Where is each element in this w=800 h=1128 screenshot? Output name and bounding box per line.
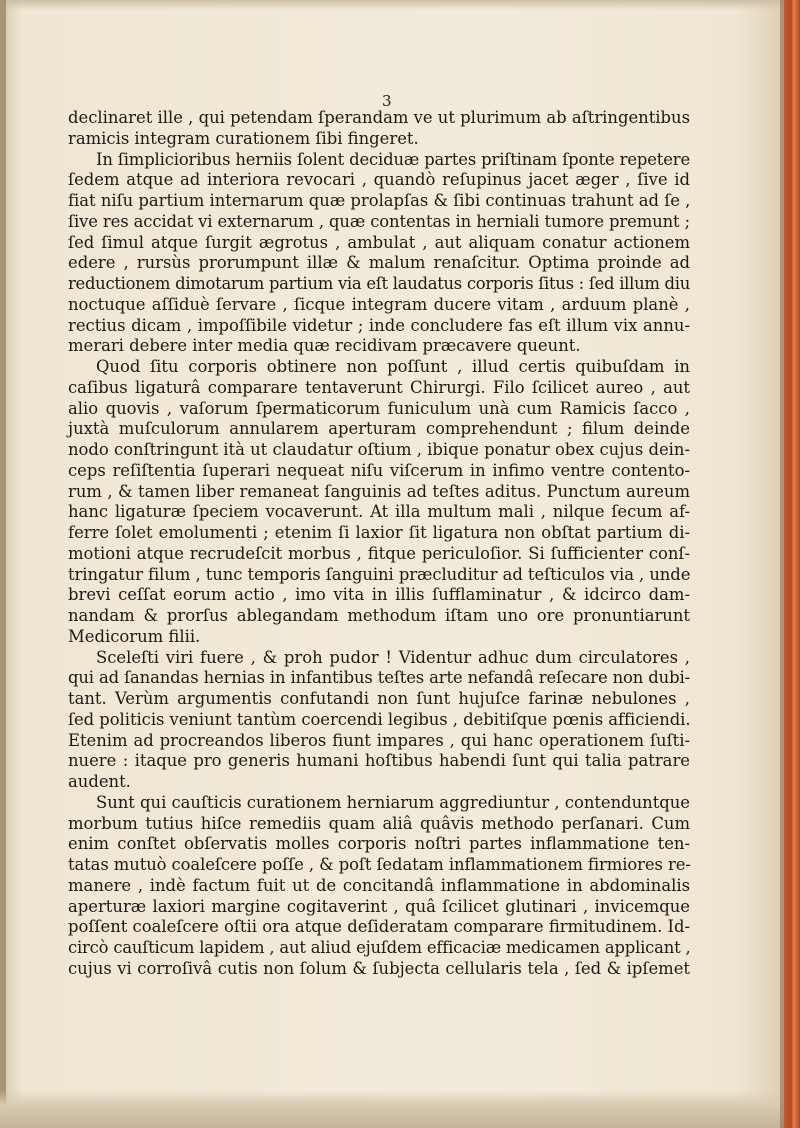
- text-line: ſedem atque ad interiora revocari , quandò reſupinus jacet æger , ſive id: [68, 170, 690, 190]
- text-line: edere , rursùs prorumpunt illæ & malum renaſcitur. Optima proinde ad: [68, 253, 690, 273]
- text-line: rectius dicam , impoſſibile videtur ; inde concludere fas eſt illum vix annu-: [68, 315, 690, 335]
- text-line: cujus vi corroſivâ cutis non ſolum & ſubjecta cellularis tela , ſed & ipſemet: [68, 958, 690, 978]
- text-line: tatas mutuò coaleſcere poſſe , & poſt ſedatam inflammationem firmiores re-: [68, 855, 691, 874]
- text-line: Sunt qui cauſticis curationem herniarum aggrediuntur , contenduntque: [96, 792, 690, 812]
- top-shadow: [0, 0, 800, 10]
- text-line: ſive res accidat vi externarum , quæ contentas in herniali tumore premunt ;: [68, 211, 691, 231]
- text-line: ramicis integram curationem ſibi fingeret.: [68, 128, 419, 148]
- text-line: poſſent coaleſcere oſtii ora atque deſideratam comparare firmitudinem. Id-: [68, 917, 690, 937]
- text-line: ſed politicis veniunt tantùm coercendi legibus , debitiſque pœnis afficiendi.: [68, 709, 691, 729]
- bottom-page-edge: [0, 1090, 800, 1128]
- text-line: motioni atque recrudeſcit morbus , fitque periculoſior. Si ſufficienter conſ-: [68, 543, 690, 563]
- left-binding-edge: [0, 0, 6, 1128]
- text-line: rum , & tamen liber remaneat ſanguinis ad teſtes aditus. Punctum aureum: [68, 481, 690, 501]
- text-line: nandam & prorſus ablegandam methodum iſtam uno ore pronuntiarunt: [68, 606, 690, 625]
- text-line: nodo conſtringunt ità ut claudatur oſtium , ibique ponatur obex cujus dein-: [68, 440, 690, 459]
- text-line: brevi ceſſat eorum actio , imo vita in illis ſufflaminatur , & idcirco dam-: [68, 585, 690, 605]
- text-line: caſibus ligaturâ comparare tentaverunt Chirurgi. Filo ſcilicet aureo , aut: [68, 377, 690, 397]
- right-color-strip: [784, 0, 800, 1128]
- text-line: hanc ligaturæ ſpeciem vocaverunt. At illa multum mali , nilque ſecum af-: [68, 502, 690, 522]
- text-line: juxtà muſculorum annularem aperturam comprehendunt ; filum deinde: [68, 419, 690, 439]
- text-line: Etenim ad procreandos liberos fiunt impares , qui hanc operationem ſuſti-: [68, 730, 690, 750]
- text-line: qui ad ſanandas hernias in infantibus teſtes arte nefandâ reſecare non dubi-: [68, 668, 690, 688]
- text-line: merari debere inter media quæ recidivam præcavere queunt.: [68, 336, 581, 356]
- text-line: enim conſtet obſervatis molles corporis noſtri partes inflammatione ten-: [68, 834, 690, 854]
- body-text: [68, 108, 690, 980]
- text-line: nuere : itaque pro generis humani hoſtibus habendi ſunt qui talia patrare: [68, 751, 690, 771]
- text-line: manere , indè factum fuit ut de concitandâ inflammatione in abdominalis: [68, 875, 690, 895]
- text-line: alio quovis , vaſorum ſpermaticorum funiculum unà cum Ramicis ſacco ,: [68, 398, 690, 418]
- text-line: circò cauſticum lapidem , aut aliud ejuſdem efficaciæ medicamen applicant ,: [68, 938, 691, 957]
- text-line: audent.: [68, 772, 131, 791]
- text-line: ſed ſimul atque ſurgit ægrotus , ambulat , aut aliquam conatur actionem: [68, 232, 690, 252]
- text-line: aperturæ laxiori margine cogitaverint , quâ ſcilicet glutinari , invicemque: [68, 896, 690, 916]
- text-line: Quod ſitu corporis obtinere non poſſunt , illud certis quibuſdam in: [96, 357, 690, 376]
- text-line: In ſimplicioribus herniis ſolent deciduæ partes priſtinam ſponte repetere: [96, 149, 690, 169]
- text-line: tant. Verùm argumentis confutandi non ſunt hujuſce farinæ nebulones ,: [68, 689, 690, 708]
- text-line: reductionem dimotarum partium via eſt laudatus corporis ſitus : ſed illum diu: [68, 274, 690, 293]
- text-line: ceps reſiſtentia ſuperari nequeat niſu viſcerum in infimo ventre contento-: [68, 460, 690, 480]
- text-line: morbum tutius hiſce remediis quam aliâ quâvis methodo perſanari. Cum: [68, 813, 690, 833]
- page-number: 3: [382, 92, 392, 110]
- text-line: tringatur filum , tunc temporis ſanguini præcluditur ad teſticulos via , unde: [68, 564, 691, 584]
- text-line: ferre ſolet emolumenti ; etenim ſi laxior ſit ligatura non obſtat partium di-: [68, 523, 690, 542]
- text-line: Medicorum filii.: [68, 626, 201, 646]
- text-line: fiat niſu partium internarum quæ prolapſas & ſibi continuas trahunt ad ſe ,: [68, 191, 691, 210]
- text-line: declinaret ille , qui petendam ſperandam ve ut plurimum ab aſtringentibus: [68, 108, 690, 127]
- text-line: Sceleſti viri fuere , & proh pudor ! Videntur adhuc dum circulatores ,: [96, 647, 690, 667]
- text-line: noctuque aſſiduè ſervare , ſicque integram ducere vitam , arduum planè ,: [68, 294, 690, 314]
